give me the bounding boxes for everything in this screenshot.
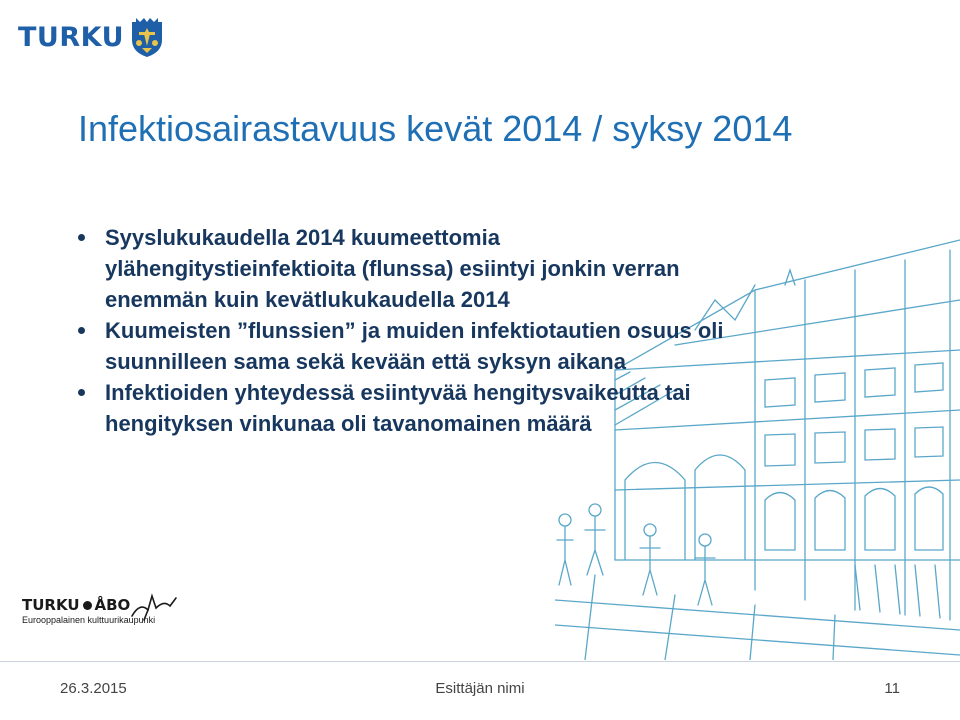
logo-subtitle: Eurooppalainen kulttuurikaupunki <box>22 615 156 625</box>
bullet-dot-icon <box>78 327 85 334</box>
turku-logo-text: TURKU <box>18 21 125 53</box>
turku-coat-of-arms-icon <box>130 16 164 58</box>
bullet-line: ylähengitystieinfektioita (flunssa) esiintyi jonkin verran <box>105 256 680 281</box>
logo-turku-text: TURKU <box>22 596 80 614</box>
bird-logo-icon <box>130 592 178 622</box>
footer-page-number: 11 <box>884 680 900 697</box>
bullet-list <box>78 222 838 439</box>
bullet-dot-icon <box>78 234 85 241</box>
logo-dot-icon <box>83 601 92 610</box>
turku-abo-culture-logo <box>22 596 172 642</box>
bullet-line: hengityksen vinkunaa oli tavanomainen määrä <box>105 411 592 436</box>
bullet-line: enemmän kuin kevätlukukaudella 2014 <box>105 287 510 312</box>
bullet-line: Syyslukukaudella 2014 kuumeettomia <box>105 225 500 250</box>
bullet-item <box>78 222 838 315</box>
bullet-line: suunnilleen sama sekä kevään että syksyn aikana <box>105 349 626 374</box>
footer-date: 26.3.2015 <box>60 680 127 697</box>
slide-title: Infektiosairastavuus kevät 2014 / syksy 2014 <box>78 108 793 149</box>
bullet-item <box>78 315 838 377</box>
bullet-line: Infektioiden yhteydessä esiintyvää hengitysvaikeutta tai <box>105 380 691 405</box>
bullet-line: Kuumeisten ”flunssien” ja muiden infektiotautien osuus oli <box>105 318 724 343</box>
logo-abo-text: ÅBO <box>94 596 131 614</box>
bullet-item <box>78 377 838 439</box>
footer-divider <box>0 661 960 662</box>
footer-presenter: Esittäjän nimi <box>435 680 525 697</box>
footer <box>0 670 960 710</box>
turku-logo <box>18 16 164 58</box>
bullet-dot-icon <box>78 389 85 396</box>
